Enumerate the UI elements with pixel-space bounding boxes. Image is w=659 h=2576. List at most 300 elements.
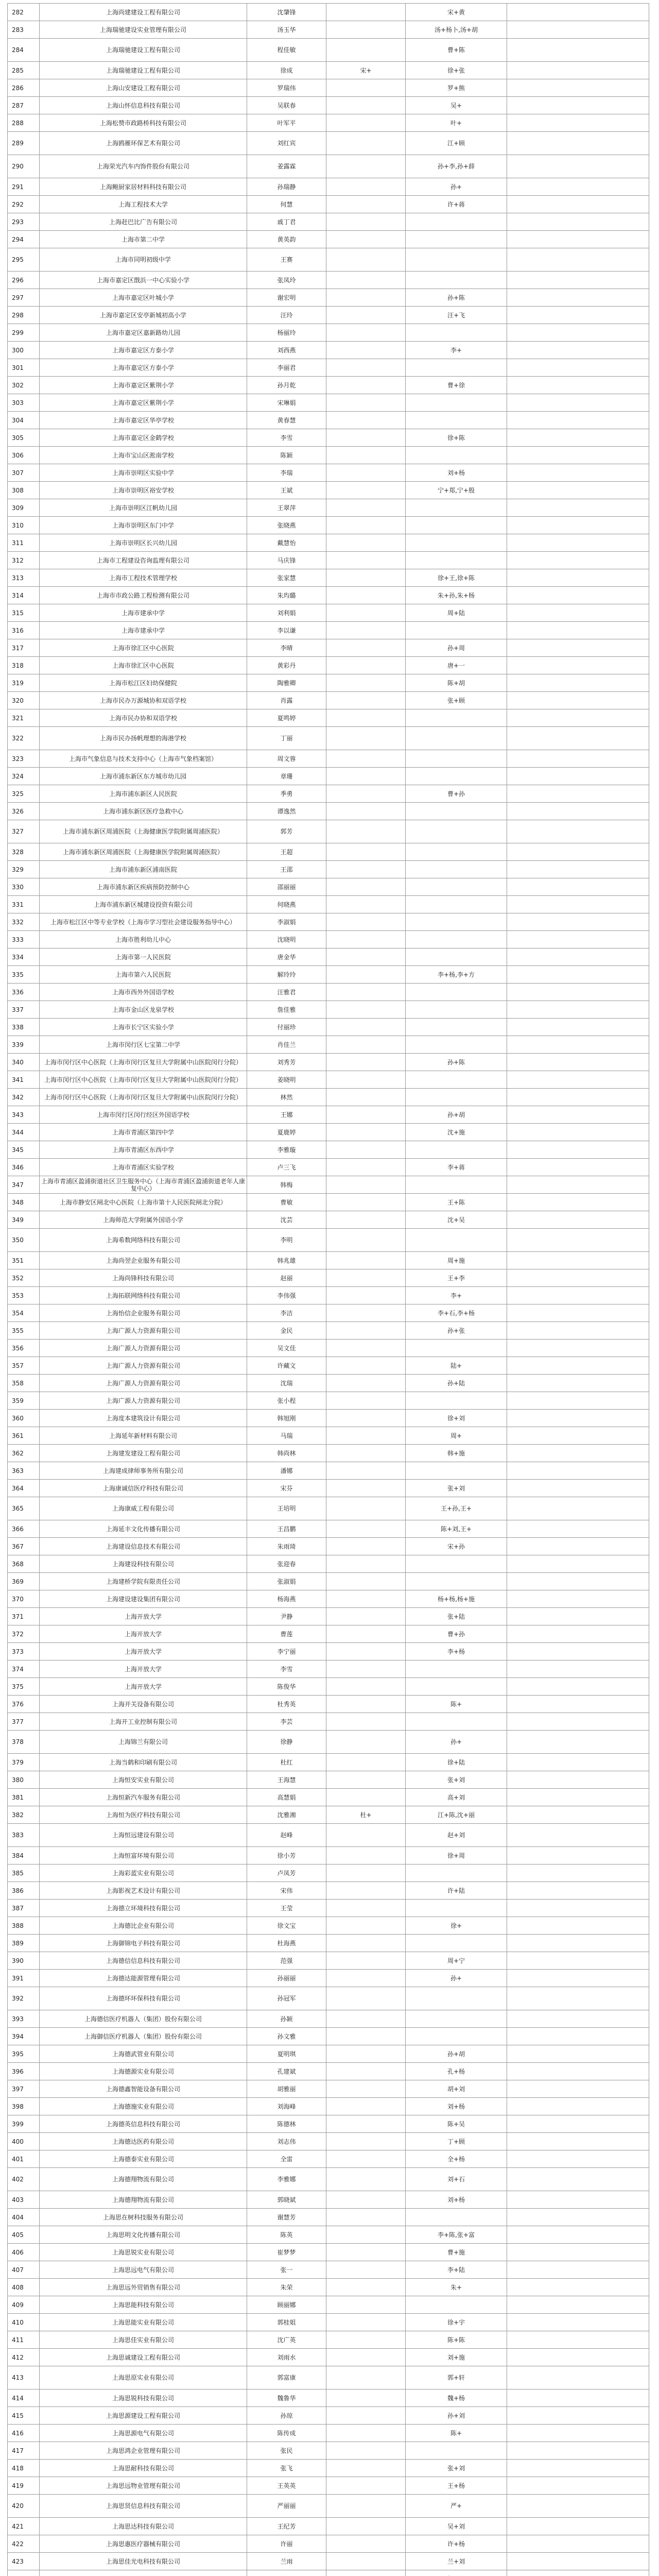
blank-cell (507, 21, 649, 38)
table-row (8, 307, 649, 324)
blank-cell (507, 79, 649, 96)
blank-cell (507, 62, 649, 79)
staff-pair (406, 2442, 507, 2459)
contact-name: 周文蓉 (247, 750, 326, 767)
contact-name: 刘志伟 (247, 2133, 326, 2150)
row-number: 314 (8, 587, 40, 604)
blank-cell (507, 1375, 649, 1392)
contact-name: 季勇 (247, 785, 326, 802)
row-number: 348 (8, 1194, 40, 1211)
extra-note: 杜+ (326, 1806, 406, 1823)
extra-note (326, 231, 406, 248)
blank-cell (507, 1392, 649, 1409)
table-row (8, 2098, 649, 2115)
staff-pair: 李+ (406, 1287, 507, 1304)
staff-pair: 李+ (406, 342, 507, 359)
contact-name: 孙瑞静 (247, 178, 326, 195)
table-row (8, 2314, 649, 2331)
blank-cell (507, 272, 649, 289)
blank-cell (507, 1713, 649, 1730)
blank-cell (507, 1019, 649, 1036)
extra-note (326, 342, 406, 359)
blank-cell (507, 1357, 649, 1374)
blank-cell (507, 499, 649, 516)
extra-note (326, 896, 406, 913)
contact-name: 曹敏 (247, 1194, 326, 1211)
staff-pair (406, 727, 507, 750)
row-number: 376 (8, 1696, 40, 1713)
staff-pair (406, 1071, 507, 1088)
table-row (8, 2442, 649, 2460)
blank-cell (507, 709, 649, 726)
table-row (8, 1124, 649, 1141)
staff-pair: 高+刘 (406, 1789, 507, 1806)
contact-name: 陈俊华 (247, 1678, 326, 1695)
row-number: 326 (8, 803, 40, 820)
blank-cell (507, 1071, 649, 1088)
organization-name: 上海市西外外国语学校 (40, 984, 247, 1001)
extra-note (326, 2133, 406, 2150)
table-row (8, 2080, 649, 2098)
blank-cell (507, 1573, 649, 1590)
organization-name: 上海德翔物流有限公司 (40, 2168, 247, 2191)
blank-cell (507, 231, 649, 248)
table-row (8, 2028, 649, 2045)
contact-name: 林然 (247, 1089, 326, 1106)
extra-note (326, 272, 406, 289)
extra-note (326, 517, 406, 534)
row-number: 316 (8, 622, 40, 639)
blank-cell (507, 1252, 649, 1269)
extra-note (326, 1304, 406, 1321)
organization-name: 上海市嘉定区紫荆小学 (40, 377, 247, 394)
table-row (8, 1987, 649, 2010)
staff-pair: 曹+孙 (406, 785, 507, 802)
staff-pair: 孙+陈 (406, 1054, 507, 1071)
contact-name: 郭晓斌 (247, 2191, 326, 2208)
staff-pair: 汪+飞 (406, 307, 507, 324)
staff-pair (406, 324, 507, 341)
contact-name: 李晴 (247, 639, 326, 656)
contact-name: 宋芬 (247, 1480, 326, 1497)
row-number: 304 (8, 412, 40, 429)
table-row (8, 1555, 649, 1573)
organization-name: 上海荣光汽车内饰件股份有限公司 (40, 155, 247, 178)
staff-pair (406, 2296, 507, 2313)
blank-cell (507, 1322, 649, 1339)
organization-name (40, 2570, 247, 2576)
organization-name: 上海市浦东新区疾病预防控制中心 (40, 878, 247, 895)
extra-note (326, 984, 406, 1001)
extra-note (326, 727, 406, 750)
row-number: 349 (8, 1211, 40, 1228)
staff-pair (406, 248, 507, 271)
blank-cell (507, 657, 649, 674)
blank-cell (507, 2518, 649, 2535)
organization-name: 上海德比企业有限公司 (40, 1917, 247, 1934)
row-number: 297 (8, 289, 40, 306)
row-number: 350 (8, 1229, 40, 1251)
blank-cell (507, 1660, 649, 1677)
blank-cell (507, 803, 649, 820)
contact-name: 陈颖 (247, 447, 326, 464)
blank-cell (507, 1036, 649, 1053)
extra-note (326, 2244, 406, 2261)
blank-cell (507, 1917, 649, 1934)
blank-cell (507, 39, 649, 61)
row-number: 370 (8, 1590, 40, 1607)
contact-name: 陈德林 (247, 2115, 326, 2132)
extra-note (326, 2191, 406, 2208)
row-number: 288 (8, 114, 40, 131)
extra-note (326, 785, 406, 802)
table-row (8, 861, 649, 878)
contact-name: 李芸 (247, 1713, 326, 1730)
organization-name: 上海市崇明区江帆幼儿园 (40, 499, 247, 516)
row-number: 389 (8, 1935, 40, 1952)
extra-note (326, 324, 406, 341)
organization-name: 上海市胜利幼儿中心 (40, 931, 247, 948)
organization-name: 上海德信医疗机器人（集团）股份有限公司 (40, 2010, 247, 2027)
organization-name: 上海市民办万源城协和双语学校 (40, 692, 247, 709)
organization-name: 上海开关设备有限公司 (40, 1696, 247, 1713)
organization-name: 上海山怀信息科技有限公司 (40, 97, 247, 114)
row-number: 360 (8, 1410, 40, 1427)
contact-name: 夏明琪 (247, 2045, 326, 2062)
staff-pair: 孙+陆 (406, 1375, 507, 1392)
organization-name: 上海市建承中学 (40, 622, 247, 639)
organization-name: 上海延丰文化传播有限公司 (40, 1520, 247, 1537)
table-row (8, 1625, 649, 1643)
row-number: 341 (8, 1071, 40, 1088)
staff-pair: 曹+徐 (406, 377, 507, 394)
row-number: 322 (8, 727, 40, 750)
blank-cell (507, 948, 649, 965)
table-row (8, 412, 649, 429)
contact-name: 全雷 (247, 2150, 326, 2167)
contact-name: 刘雨水 (247, 2349, 326, 2366)
staff-pair: 唐+一 (406, 657, 507, 674)
row-number: 298 (8, 307, 40, 324)
row-number: 327 (8, 820, 40, 843)
extra-note (326, 2331, 406, 2348)
blank-cell (507, 1340, 649, 1357)
contact-name: 张小程 (247, 1392, 326, 1409)
contact-name: 范强 (247, 1952, 326, 1969)
contact-name: 郭富康 (247, 2366, 326, 2389)
contact-name: 张迎春 (247, 1555, 326, 1572)
blank-cell (507, 2314, 649, 2331)
contact-name: 李瑞 (247, 464, 326, 481)
contact-name: 朱玙璐 (247, 587, 326, 604)
table-row (8, 1678, 649, 1696)
row-number: 309 (8, 499, 40, 516)
data-table (7, 3, 649, 2576)
row-number: 375 (8, 1678, 40, 1695)
extra-note (326, 1987, 406, 2010)
organization-name: 上海市浦东新区浦南医院 (40, 861, 247, 878)
row-number: 367 (8, 1538, 40, 1555)
staff-pair: 孙+ (406, 1731, 507, 1753)
organization-name: 上海市闵行区中心医院（上海市闵行区复旦大学附属中山医院闵行分院） (40, 1089, 247, 1106)
blank-cell (507, 2389, 649, 2406)
extra-note (326, 1462, 406, 1479)
row-number: 290 (8, 155, 40, 178)
staff-pair (406, 1573, 507, 1590)
blank-cell (507, 307, 649, 324)
contact-name: 程佳敏 (247, 39, 326, 61)
extra-note (326, 1771, 406, 1788)
row-number: 313 (8, 569, 40, 586)
blank-cell (507, 1462, 649, 1479)
organization-name: 上海市市政公路工程检测有限公司 (40, 587, 247, 604)
table-row (8, 1590, 649, 1608)
table-row (8, 213, 649, 231)
staff-pair: 魏+杨 (406, 2389, 507, 2406)
row-number: 334 (8, 948, 40, 965)
blank-cell (507, 2045, 649, 2062)
extra-note (326, 820, 406, 843)
contact-name: 韩梅 (247, 1176, 326, 1193)
row-number: 423 (8, 2553, 40, 2570)
row-number: 374 (8, 1660, 40, 1677)
contact-name: 孙丽丽 (247, 1970, 326, 1987)
table-row (8, 1019, 649, 1036)
row-number: 352 (8, 1269, 40, 1286)
row-number: 422 (8, 2535, 40, 2552)
extra-note (326, 447, 406, 464)
table-row (8, 39, 649, 62)
extra-note (326, 2535, 406, 2552)
table-row (8, 2261, 649, 2279)
staff-pair: 孙+胡 (406, 1106, 507, 1123)
organization-name: 上海市徐汇区中心医院 (40, 657, 247, 674)
blank-cell (507, 1497, 649, 1520)
blank-cell (507, 2098, 649, 2115)
extra-note (326, 2425, 406, 2442)
blank-cell (507, 1520, 649, 1537)
row-number: 414 (8, 2389, 40, 2406)
row-number: 311 (8, 534, 40, 551)
organization-name: 上海度本建筑设计有限公司 (40, 1410, 247, 1427)
extra-note (326, 1713, 406, 1730)
blank-cell (507, 1847, 649, 1864)
table-row (8, 1322, 649, 1340)
contact-name: 沈广英 (247, 2331, 326, 2348)
staff-pair: 徐+陈 (406, 429, 507, 446)
staff-pair: 许+蒋 (406, 196, 507, 213)
extra-note (326, 2080, 406, 2097)
row-number: 361 (8, 1427, 40, 1444)
row-number: 362 (8, 1445, 40, 1462)
table-row (8, 272, 649, 289)
blank-cell (507, 1054, 649, 1071)
contact-name: 韩旭刚 (247, 1410, 326, 1427)
blank-cell (507, 2535, 649, 2552)
row-number: 347 (8, 1176, 40, 1193)
contact-name: 杜红 (247, 1754, 326, 1771)
organization-name: 上海市浦东新区周浦医院（上海健康医学院附属周浦医院） (40, 820, 247, 843)
staff-pair (406, 843, 507, 860)
contact-name: 兰雨 (247, 2553, 326, 2570)
organization-name: 上海市闵行区中心医院（上海市闵行区复旦大学附属中山医院闵行分院） (40, 1054, 247, 1071)
row-number: 398 (8, 2098, 40, 2115)
contact-name: 王昌鹏 (247, 1520, 326, 1537)
organization-name: 上海思明文化传播有限公司 (40, 2226, 247, 2243)
blank-cell (507, 2495, 649, 2517)
staff-pair: 王+杨 (406, 2477, 507, 2494)
contact-name: 徐静 (247, 1731, 326, 1753)
table-row (8, 1713, 649, 1731)
staff-pair (406, 534, 507, 551)
row-number: 337 (8, 1001, 40, 1018)
staff-pair: 胡+刘 (406, 2080, 507, 2097)
extra-note (326, 1952, 406, 1969)
blank-cell (507, 2570, 649, 2576)
row-number: 351 (8, 1252, 40, 1269)
staff-pair: 杨+杨,杨+施 (406, 1590, 507, 1607)
blank-cell (507, 966, 649, 983)
contact-name: 沈瑞 (247, 1375, 326, 1392)
organization-name: 上海御信医疗机器人（集团）股份有限公司 (40, 2028, 247, 2045)
blank-cell (507, 2226, 649, 2243)
blank-cell (507, 2296, 649, 2313)
organization-name: 上海思能科技有限公司 (40, 2296, 247, 2313)
organization-name: 上海市闵行区中心医院（上海市闵行区复旦大学附属中山医院闵行分院） (40, 1071, 247, 1088)
row-number: 336 (8, 984, 40, 1001)
contact-name: 徐成 (247, 62, 326, 79)
organization-name: 上海市松江区妇幼保健院 (40, 674, 247, 691)
organization-name: 上海德环环保科技有限公司 (40, 1987, 247, 2010)
staff-pair: 李+杨,李+方 (406, 966, 507, 983)
row-number: 410 (8, 2314, 40, 2331)
organization-name: 上海建设建设集团有限公司 (40, 1590, 247, 1607)
table-row (8, 1952, 649, 1970)
staff-pair: 陈+ (406, 1696, 507, 1713)
blank-cell (507, 114, 649, 131)
row-number: 324 (8, 768, 40, 785)
row-number: 319 (8, 674, 40, 691)
contact-name: 夏鸣婷 (247, 709, 326, 726)
organization-name: 上海德信信息科技有限公司 (40, 1952, 247, 1969)
table-row (8, 931, 649, 948)
contact-name: 朱雨琦 (247, 1538, 326, 1555)
table-row (8, 2518, 649, 2535)
table-row (8, 482, 649, 499)
table-row (8, 2045, 649, 2063)
contact-name: 王斌 (247, 482, 326, 499)
table-row (8, 1141, 649, 1159)
organization-name: 上海彩蓝实业有限公司 (40, 1865, 247, 1882)
row-number: 383 (8, 1824, 40, 1846)
organization-name: 上海广源人力资源有限公司 (40, 1375, 247, 1392)
blank-cell (507, 785, 649, 802)
extra-note (326, 1392, 406, 1409)
blank-cell (507, 2553, 649, 2570)
staff-pair (406, 878, 507, 895)
contact-name: 顾丽娜 (247, 2296, 326, 2313)
row-number: 286 (8, 79, 40, 96)
row-number: 357 (8, 1357, 40, 1374)
organization-name: 上海市浦东新区东方城市幼儿园 (40, 768, 247, 785)
blank-cell (507, 482, 649, 499)
blank-cell (507, 1211, 649, 1228)
table-row (8, 1106, 649, 1124)
blank-cell (507, 692, 649, 709)
organization-name: 上海市嘉定区紫荆小学 (40, 394, 247, 411)
contact-name: 谢宏明 (247, 289, 326, 306)
staff-pair (406, 412, 507, 429)
organization-name: 上海尚锋科技有限公司 (40, 1269, 247, 1286)
contact-name: 孙文雅 (247, 2028, 326, 2045)
table-row (8, 552, 649, 569)
organization-name: 上海德达能源管理有限公司 (40, 1970, 247, 1987)
staff-pair (406, 896, 507, 913)
row-number: 320 (8, 692, 40, 709)
table-row (8, 785, 649, 803)
extra-note (326, 1269, 406, 1286)
blank-cell (507, 2425, 649, 2442)
organization-name: 上海拓联网络科技有限公司 (40, 1287, 247, 1304)
table-row (8, 464, 649, 482)
extra-note (326, 412, 406, 429)
table-row (8, 2389, 649, 2407)
staff-pair (406, 984, 507, 1001)
row-number: 379 (8, 1754, 40, 1771)
table-row (8, 2209, 649, 2226)
organization-name: 上海市工程建设咨询监理有限公司 (40, 552, 247, 569)
table-row (8, 750, 649, 768)
staff-pair: 张+顾 (406, 692, 507, 709)
contact-name: 汪雅君 (247, 984, 326, 1001)
extra-note (326, 552, 406, 569)
blank-cell (507, 750, 649, 767)
table-row (8, 709, 649, 727)
organization-name: 上海市嘉定区嘉新路幼儿园 (40, 324, 247, 341)
staff-pair: 李+杨 (406, 1643, 507, 1660)
contact-name: 曹莲 (247, 1625, 326, 1642)
row-number: 378 (8, 1731, 40, 1753)
staff-pair: 兰+刘 (406, 2553, 507, 2570)
contact-name: 潘娜 (247, 1462, 326, 1479)
extra-note (326, 2098, 406, 2115)
table-row (8, 604, 649, 622)
row-number: 318 (8, 657, 40, 674)
extra-note (326, 1608, 406, 1625)
extra-note (326, 861, 406, 878)
extra-note (326, 1036, 406, 1053)
blank-cell (507, 639, 649, 656)
table-row (8, 2460, 649, 2477)
row-number: 368 (8, 1555, 40, 1572)
organization-name: 上海思锐科技有限公司 (40, 2389, 247, 2406)
contact-name: 罗瑞伟 (247, 79, 326, 96)
contact-name: 韩兆雄 (247, 1252, 326, 1269)
organization-name: 上海市工程技术管理学校 (40, 569, 247, 586)
blank-cell (507, 97, 649, 114)
blank-cell (507, 1900, 649, 1917)
blank-cell (507, 342, 649, 359)
extra-note (326, 1520, 406, 1537)
extra-note (326, 2028, 406, 2045)
blank-cell (507, 1538, 649, 1555)
row-number: 366 (8, 1520, 40, 1537)
table-row (8, 1036, 649, 1054)
staff-pair (406, 1340, 507, 1357)
staff-pair (406, 359, 507, 376)
row-number: 386 (8, 1882, 40, 1899)
organization-name: 上海思远外贸销售有限公司 (40, 2279, 247, 2296)
